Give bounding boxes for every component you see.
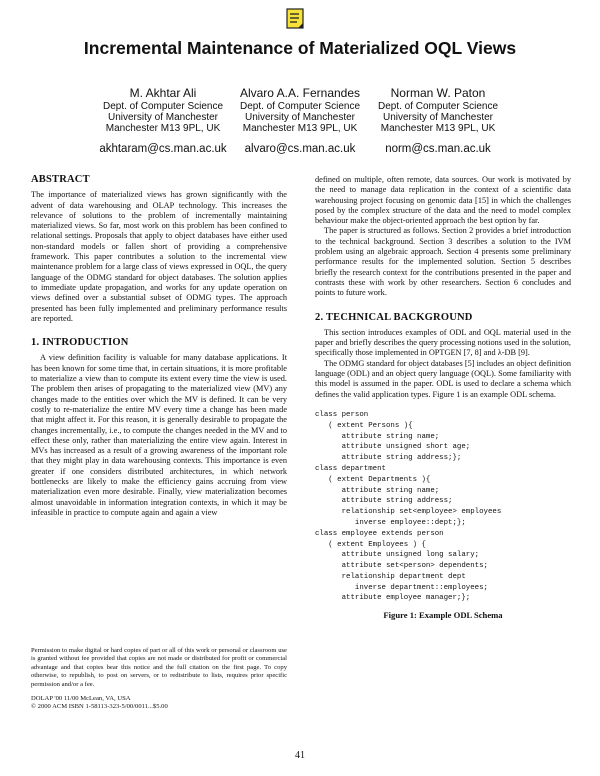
abstract-text: The importance of materialized views has grown significantly with the advent of data warehousing and OLAP technology. This increases the relevance of solutions to the problem of incrementally maintaining materialized views. So far, most work on this problem has been confined to relational settings. Proposals that apply to object databases have either used non-standard models or fallen short of providing a comprehensive framework. This paper contributes a solution to the incremental view maintenance problem for a large class of views expressed in OQL, the query language of the ODMG standard for object databases. The solution applies to immediate update propagation, and works for any update operation on views defined over a substantial subset of ODMG types. The approach presented has been fully implemented and preliminary performance results are reported. [31, 190, 287, 323]
structure-paragraph: The paper is structured as follows. Section 2 provides a brief introduction to the technical background. Section 3 describes a solution to the IVM problem using an algebraic approach. Section 4 presents some preliminary performance results for the implemented solution. Section 5 describes briefly the research context for the contributions presented in the paper and contrasts these with work by other researchers. Section 6 concludes and points to future work. [315, 226, 571, 298]
author-name: Alvaro A.A. Fernandes [239, 86, 361, 100]
author-university: University of Manchester [382, 112, 494, 123]
author-dept: Dept. of Computer Science [377, 101, 499, 112]
code-line: attribute string name; [315, 486, 440, 495]
left-column [31, 175, 287, 518]
author-dept: Dept. of Computer Science [102, 101, 224, 112]
code-line: class person [315, 410, 369, 419]
code-line: ( extent Persons ){ [315, 421, 413, 430]
code-line: ( extent Departments ){ [315, 475, 431, 484]
code-line: relationship department dept [315, 572, 466, 581]
figure-caption: Figure 1: Example ODL Schema [383, 610, 503, 621]
acm-logo-icon [286, 8, 306, 30]
paper-title: Incremental Maintenance of Materialized OQL Views [83, 38, 517, 58]
permission-text: Permission to make digital or hard copies of part or all of this work or personal or classroom use is granted without fee provided that copies are not made or distributed for profit or commercial advantage and that copies bear this notice and the full citation on the first page. To copy otherwise, to republish, to post on servers, or to redistribute to lists, requires prior specific permission and/or a fee. [31, 647, 287, 688]
background-paragraph-2: The ODMG standard for object databases [5] includes an object definition language (ODL) and an object query language (OQL). Some familiarity with this model is assumed in the paper. ODL is used to declare a schema which defines the valid application types. Figure 1 is an example ODL schema. [315, 358, 571, 399]
code-line: attribute string address;}; [315, 454, 462, 463]
author-dept: Dept. of Computer Science [239, 101, 361, 112]
code-line: class department [315, 464, 386, 473]
code-line: attribute unsigned long salary; [315, 551, 480, 560]
code-line: ( extent Employees ) { [315, 540, 426, 549]
background-paragraph-1: This section introduces examples of ODL and OQL material used in the paper and briefly describes the query processing notions used in the solution, specifically those implemented in OPTGEN [7, 8] and λ-DB [9]. [315, 327, 571, 358]
code-line: relationship set<employee> employees [315, 508, 502, 517]
author-3 [353, 86, 523, 156]
right-column [315, 175, 571, 621]
permission-notice [31, 647, 287, 712]
author-university: University of Manchester [107, 112, 219, 123]
publication-info [31, 695, 287, 712]
author-address: Manchester M13 9PL, UK [380, 123, 496, 134]
author-name: Norman W. Paton [390, 86, 486, 100]
intro-text: A view definition facility is valuable for many database applications. It has been known for some time that, in certain situations, it is more profitable to materialize a view than to compute its extent every time the view is used. The problem then arises of propagating to the materialized view (MV) any changes made to the entities over which the MV is defined. It can be very costly to re-materialize the entire MV every time a change has been made that might affect it. For this reason, it is generally desirable to propagate the changes incrementally, i.e., to compute the changes needed in the MV and to effect these only, rather than materializing the entire view again. Interest in MVs has increased as a result of a growing awareness of the important role that they might play in data warehousing contexts. This importance is even greater if one considers distributed architectures, in which network bottlenecks are likely to make the efficiency gains accruing from view materialization even more desirable. Finally, view materialization becomes almost unavoidable in information integration contexts, in which it may be infeasible in practice to compute again and again a view [31, 353, 287, 517]
copyright-line: © 2000 ACM ISBN 1-58113-323-5/00/0011...$5.00 [31, 703, 168, 711]
intro-heading: 1. INTRODUCTION [31, 337, 129, 349]
odl-schema-code [315, 410, 571, 604]
author-address: Manchester M13 9PL, UK [105, 123, 221, 134]
code-line: inverse employee::dept;}; [315, 518, 466, 527]
conference-line: DOLAP '00 11/00 McLean, VA, USA [31, 695, 131, 703]
code-line: attribute unsigned short age; [315, 443, 471, 452]
author-email[interactable]: akhtaram@cs.man.ac.uk [99, 143, 227, 155]
author-email[interactable]: alvaro@cs.man.ac.uk [244, 143, 356, 155]
author-name: M. Akhtar Ali [129, 86, 197, 100]
author-university: University of Manchester [244, 112, 356, 123]
code-line: attribute string address; [315, 497, 453, 506]
intro-continued: defined on multiple, often remote, data sources. Our work is motivated by the need to manage data replication in the context of a scientific data warehousing project focusing on genomic data [15] in which the challenges posed by the complex structure of the data and the need to model complex behaviour make the object-oriented approach the best option by far. [315, 175, 571, 226]
code-line: class employee extends person [315, 529, 444, 538]
technical-background-heading: 2. TECHNICAL BACKGROUND [315, 311, 473, 323]
author-address: Manchester M13 9PL, UK [242, 123, 358, 134]
code-line: inverse department::employees; [315, 583, 488, 592]
code-line: attribute employee manager;}; [315, 594, 471, 603]
author-email[interactable]: norm@cs.man.ac.uk [385, 143, 491, 155]
abstract-heading: ABSTRACT [31, 174, 90, 185]
code-line: attribute set<person> dependents; [315, 562, 488, 571]
code-line: attribute string name; [315, 432, 440, 441]
page-number: 41 [295, 750, 305, 761]
